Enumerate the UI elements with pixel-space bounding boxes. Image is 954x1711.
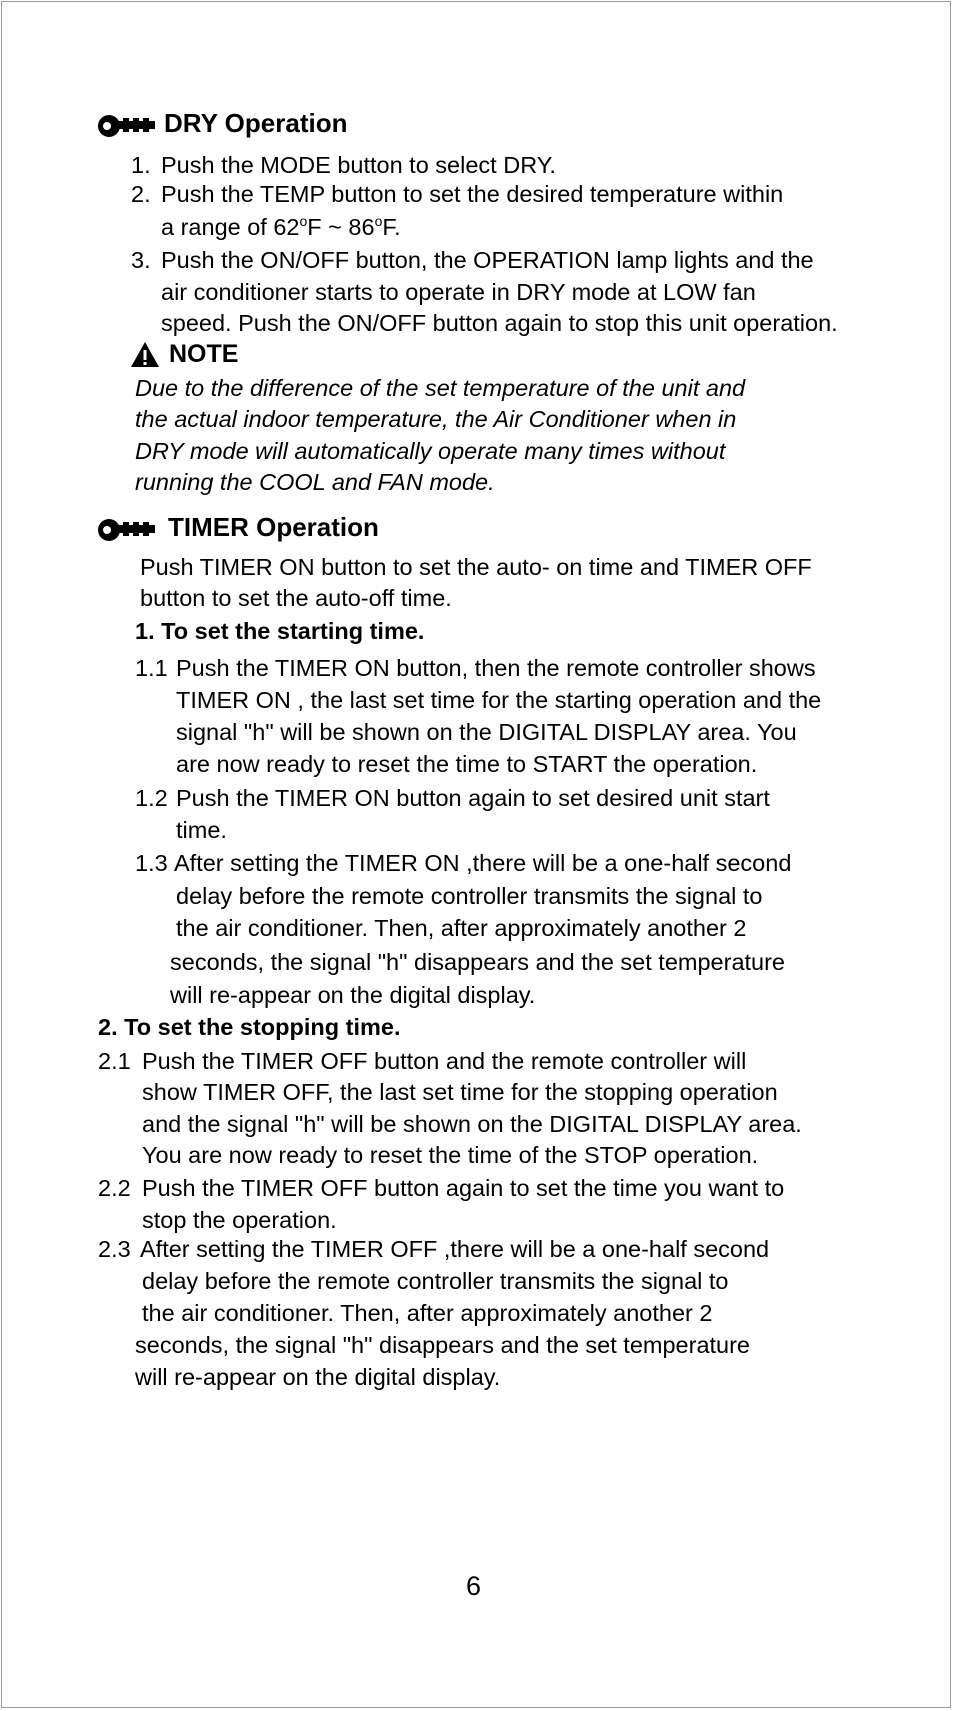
timer-intro-line-2: button to set the auto-off time. bbox=[140, 585, 452, 611]
note-line-1: Due to the difference of the set temperature of the unit and bbox=[135, 375, 746, 401]
start-time-heading: 1. To set the starting time. bbox=[135, 618, 425, 644]
dry-step-2-number: 2. bbox=[131, 181, 151, 207]
dry-step-3-line-2: air conditioner starts to operate in DRY mode at LOW fan bbox=[161, 279, 756, 305]
step-2-2-number: 2.2 bbox=[98, 1175, 131, 1201]
timer-operation-title: TIMER Operation bbox=[168, 512, 379, 542]
step-1-3-line-4: seconds, the signal "h" disappears and the set temperature bbox=[170, 949, 786, 975]
step-1-3-line-3: the air conditioner. Then, after approximately another 2 bbox=[176, 915, 747, 941]
warning-icon bbox=[130, 341, 160, 368]
step-2-2-line-2: stop the operation. bbox=[142, 1207, 337, 1233]
step-2-3-number: 2.3 bbox=[98, 1236, 131, 1262]
step-2-1-line-2: show TIMER OFF, the last set time for the stopping operation bbox=[142, 1079, 778, 1105]
step-2-3-line-3: the air conditioner. Then, after approximately another 2 bbox=[142, 1300, 713, 1326]
step-1-1-line-4: are now ready to reset the time to START the operation. bbox=[176, 751, 758, 777]
step-1-3-line-1: After setting the TIMER ON ,there will be a one-half second bbox=[174, 850, 792, 876]
temp-range-unit: F. bbox=[382, 214, 401, 240]
dry-step-1-line-1: Push the MODE button to select DRY. bbox=[161, 152, 556, 178]
stop-time-heading: 2. To set the stopping time. bbox=[98, 1014, 401, 1040]
dry-step-3-line-1: Push the ON/OFF button, the OPERATION lamp lights and the bbox=[161, 247, 814, 273]
step-2-1-line-4: You are now ready to reset the time of the STOP operation. bbox=[142, 1142, 759, 1168]
step-2-2-line-1: Push the TIMER OFF button again to set the time you want to bbox=[142, 1175, 785, 1201]
dry-step-1-number: 1. bbox=[131, 152, 151, 178]
temp-range-high: F ~ 86 bbox=[307, 214, 375, 240]
step-2-3-line-1: After setting the TIMER OFF ,there will be a one-half second bbox=[140, 1236, 770, 1262]
step-1-3-number: 1.3 bbox=[135, 850, 168, 876]
step-2-1-line-1: Push the TIMER OFF button and the remote controller will bbox=[142, 1048, 747, 1074]
step-2-1-number: 2.1 bbox=[98, 1048, 131, 1074]
dry-step-3-line-3: speed. Push the ON/OFF button again to stop this unit operation. bbox=[161, 310, 838, 336]
dry-step-3-number: 3. bbox=[131, 247, 151, 273]
step-1-1-line-1: Push the TIMER ON button, then the remote controller shows bbox=[176, 655, 816, 681]
key-icon bbox=[97, 514, 159, 544]
note-title: NOTE bbox=[169, 340, 239, 368]
degree-symbol: o bbox=[374, 213, 383, 229]
temp-range-low: a range of 62 bbox=[161, 214, 300, 240]
step-2-3-line-2: delay before the remote controller transmits the signal to bbox=[142, 1268, 729, 1294]
step-1-3-line-5: will re-appear on the digital display. bbox=[170, 982, 536, 1008]
note-line-4: running the COOL and FAN mode. bbox=[135, 469, 495, 495]
timer-intro-line-1: Push TIMER ON button to set the auto- on time and TIMER OFF bbox=[140, 554, 812, 580]
step-1-1-number: 1.1 bbox=[135, 655, 168, 681]
degree-symbol: o bbox=[299, 213, 308, 229]
step-2-3-line-4: seconds, the signal "h" disappears and the set temperature bbox=[135, 1332, 751, 1358]
step-2-1-line-3: and the signal "h" will be shown on the DIGITAL DISPLAY area. bbox=[142, 1111, 802, 1137]
key-icon bbox=[97, 110, 159, 140]
note-line-3: DRY mode will automatically operate many times without bbox=[135, 438, 726, 464]
note-line-2: the actual indoor temperature, the Air Conditioner when in bbox=[135, 406, 737, 432]
step-1-2-line-1: Push the TIMER ON button again to set desired unit start bbox=[176, 785, 770, 811]
step-2-3-line-5: will re-appear on the digital display. bbox=[135, 1364, 501, 1390]
step-1-2-line-2: time. bbox=[176, 817, 227, 843]
dry-step-2-line-2 bbox=[161, 213, 401, 240]
step-1-1-line-3: signal "h" will be shown on the DIGITAL DISPLAY area. You bbox=[176, 719, 797, 745]
dry-operation-title: DRY Operation bbox=[164, 108, 348, 138]
step-1-2-number: 1.2 bbox=[135, 785, 168, 811]
step-1-1-line-2: TIMER ON , the last set time for the starting operation and the bbox=[176, 687, 822, 713]
step-1-3-line-2: delay before the remote controller transmits the signal to bbox=[176, 883, 763, 909]
page-number: 6 bbox=[466, 1571, 482, 1601]
dry-step-2-line-1: Push the TEMP button to set the desired temperature within bbox=[161, 181, 784, 207]
